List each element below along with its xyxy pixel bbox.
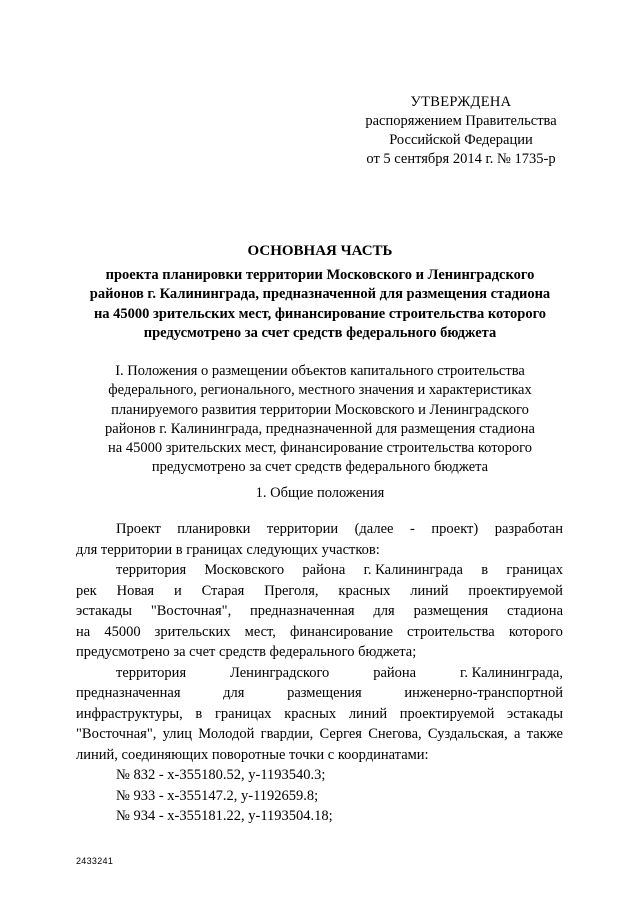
coordinate-item: № 832 - x-355180.52, y-1193540.3; [116, 767, 326, 783]
coordinate-item: № 933 - x-355147.2, y-1192659.8; [116, 787, 319, 804]
section-title-line: на 45000 зрительских мест, финансирование строительства которого [108, 440, 532, 457]
paragraphs [76, 519, 563, 765]
word: мест, [244, 623, 276, 640]
paragraph-line-last: линий, соединяющих поворотные точки с координатами: [76, 746, 429, 763]
word: инженерно-транспортной [404, 685, 563, 701]
coordinate-item: № 934 - x-355181.22, y-1193504.18; [116, 808, 333, 824]
word: предназначенная [250, 603, 355, 619]
paragraph-line [76, 581, 563, 602]
paragraph-line [76, 519, 563, 540]
coordinates-list [76, 765, 563, 827]
word: в [195, 705, 203, 722]
word: инфраструктуры, [76, 705, 183, 722]
word: размещения [287, 685, 362, 701]
word: красных [284, 705, 337, 722]
word: линий [348, 705, 388, 722]
word: линий [410, 582, 449, 599]
word: в [481, 562, 489, 578]
approval-line-1: распоряжением Правительства [365, 113, 557, 129]
section-title-line: предусмотрено за счет средств федерального бюджета [151, 459, 489, 476]
subsection-title: 1. Общие положения [255, 485, 385, 501]
word: строительства [407, 623, 495, 640]
word: предназначенная [76, 685, 181, 701]
word: и [173, 582, 182, 599]
word: для [223, 685, 245, 701]
word: проектируемой [468, 582, 563, 599]
word: района [373, 664, 417, 681]
section-title-line: районов г. Калининграда, предназначенной для размещения стадиона [105, 420, 535, 437]
word: - [409, 521, 415, 537]
approval-line-3: от 5 сентября 2014 г. № 1735-р [366, 151, 556, 167]
subtitle-line: предусмотрено за счет средств федерального бюджета [143, 324, 497, 341]
section-title-line: планируемого развития территории Московского и Ленинградского [111, 401, 529, 418]
word: района [302, 562, 346, 578]
word: финансирование [290, 623, 393, 640]
section-title-line: федерального, регионального, местного значения и характеристиках [108, 382, 532, 399]
word: границах [214, 705, 272, 722]
document-subtitle [78, 266, 562, 343]
word: Суздальская, [427, 726, 508, 742]
word: Старая [201, 582, 245, 599]
word: на [76, 623, 91, 640]
word: Проект [116, 521, 161, 537]
word: разработан [494, 521, 563, 537]
paragraph-line [76, 724, 563, 745]
word: улиц [162, 726, 193, 742]
paragraph-line-last: для территории в границах следующих участков: [76, 541, 380, 558]
document-code: 2433241 [76, 856, 114, 866]
paragraph-line-last: предусмотрено за счет средств федерального бюджета; [76, 644, 417, 660]
word: границах [506, 562, 563, 578]
paragraph-line [76, 663, 563, 684]
word: "Восточная", [150, 603, 232, 619]
word: территория [116, 664, 187, 681]
word: размещения [413, 603, 489, 619]
word: Московского [204, 562, 285, 578]
word: рек [76, 582, 97, 599]
word: гвардии, [260, 726, 314, 742]
word: территории [266, 521, 339, 537]
word: "Восточная", [76, 726, 157, 742]
paragraph-line [76, 622, 563, 643]
word: стадиона [507, 603, 563, 619]
paragraph-line [76, 601, 563, 622]
paragraph-line [76, 560, 563, 581]
word: для [373, 603, 395, 619]
word: эстакады [76, 603, 132, 619]
word: планировки [177, 521, 251, 537]
word: проект) [431, 521, 479, 537]
word: Преголя, [264, 582, 319, 599]
word: красных [338, 582, 391, 599]
word: также [526, 726, 563, 742]
approval-line-2: Российской Федерации [389, 132, 533, 148]
word: которого [508, 623, 563, 640]
main-title: ОСНОВНАЯ ЧАСТЬ [247, 243, 393, 259]
word: проектируемой [399, 705, 495, 722]
paragraph-line [76, 704, 563, 725]
word: (далее [354, 521, 394, 537]
paragraph-line [76, 683, 563, 704]
approval-title: УТВЕРЖДЕНА [410, 94, 512, 110]
word: Молодой [198, 726, 255, 742]
word: 45000 [104, 623, 141, 640]
section-title-line: I. Положения о размещении объектов капитального строительства [115, 363, 525, 379]
word: территория [116, 562, 187, 578]
word: а [514, 726, 521, 742]
word: эстакады [507, 705, 563, 722]
body-text [76, 519, 563, 827]
word: г. Калининграда [363, 562, 463, 578]
word: г. Калининграда, [460, 664, 563, 681]
word: Сергея [319, 726, 362, 742]
word: Снегова, [368, 726, 422, 742]
section-title [78, 362, 562, 478]
subtitle-line: районов г. Калининграда, предназначенной для размещения стадиона [89, 286, 551, 303]
subtitle-line: проекта планировки территории Московского и Ленинградского [105, 267, 535, 283]
word: зрительских [154, 623, 231, 640]
word: Новая [116, 582, 155, 599]
word: Ленинградского [230, 664, 330, 681]
subtitle-line: на 45000 зрительских мест, финансирование строительства которого [93, 305, 547, 322]
approval-stamp [340, 93, 582, 169]
